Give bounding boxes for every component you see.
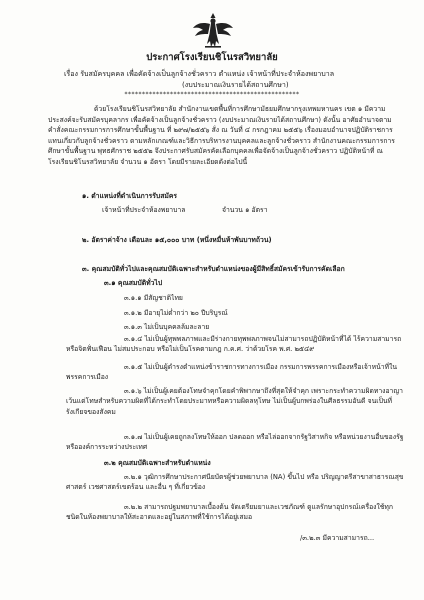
qualification-text: ๓.๑.๕ ไม่เป็นผู้ดำรงตำแหน่งข้าราชการทางการเมือง กรรมการพรรคการเมืองหรือเจ้าหน้าที่ในพรรคการเมือง — [66, 363, 398, 382]
announcement-subject — [64, 68, 394, 90]
section-3-1-heading: ๓.๑ คุณสมบัติทั่วไป — [104, 279, 163, 287]
continuation-note: /๓.๒.๓ มีความสามารถ... — [300, 534, 375, 542]
qualification-item: ๓.๑.๓ ไม่เป็นบุคคลล้มละลาย — [124, 323, 210, 331]
qualification-item: ๓.๑.๒ มีอายุไม่ต่ำกว่า ๒๐ ปีบริบูรณ์ — [124, 309, 228, 317]
subject-line-2: (งบประมาณเงินรายได้สถานศึกษา) — [182, 80, 289, 89]
qualification-item: ๓.๑.๑ มีสัญชาติไทย — [124, 294, 183, 302]
position-count: จำนวน ๑ อัตรา — [222, 206, 268, 214]
qualification-text: ๓.๑.๔ ไม่เป็นผู้ทุพพลภาพและมีร่างกายทุพพลภาพจนไม่สามารถปฏิบัติหน้าที่ได้ ไร้ความสามารถหรือจิตฟั่นเฟือน ไม่สมประกอบ หรือไม่เป็นโรคตามกฎ ก.ค.ศ. ว่าด้วยโรค พ.ศ. ๒๕๔๙ — [66, 335, 402, 354]
qualification-text: ๓.๒.๑ วุฒิการศึกษาประกาศนียบัตรผู้ช่วยพยาบาล (NA) ขึ้นไป หรือ ปริญญาตรีสาขาสาธารณสุขศาสตร์ เวชศาสตร์เขตร้อน และอื่น ๆ ที่เกี่ยวข้อง — [66, 473, 404, 492]
intro-paragraph — [48, 104, 398, 168]
subject-line: เรื่อง รับสมัครบุคคล เพื่อคัดจ้างเป็นลูกจ้างชั่วคราว ตำแหน่ง เจ้าหน้าที่ประจำห้องพยาบาล — [64, 69, 335, 78]
section-1-heading: ๑. ตำแหน่งที่ดำเนินการรับสมัคร — [82, 192, 178, 200]
position-name: เจ้าหน้าที่ประจำห้องพยาบาล — [102, 206, 186, 214]
announcement-title: ประกาศโรงเรียนชิโนรสวิทยาลัย — [146, 52, 278, 63]
qualification-item — [66, 432, 404, 453]
qualification-text: ๓.๑.๗ ไม่เป็นผู้เคยถูกลงโทษให้ออก ปลดออก หรือไล่ออกจากรัฐวิสาหกิจ หรือหน่วยงานอื่นของรัฐหรือองค์การระหว่างประเทศ — [66, 433, 404, 452]
qualification-item — [66, 334, 404, 355]
section-2-wage: ๒. อัตราค่าจ้าง เดือนละ ๑๕,๐๐๐ บาท (หนึ่งหมื่นห้าพันบาทถ้วน) — [82, 236, 272, 244]
garuda-emblem-icon — [191, 10, 235, 50]
section-3-heading: ๓. คุณสมบัติทั่วไปและคุณสมบัติเฉพาะสำหรับตำแหน่งของผู้มีสิทธิ์สมัครเข้ารับการคัดเลือก — [82, 265, 345, 273]
qualification-text: ๓.๑.๖ ไม่เป็นผู้เคยต้องโทษจำคุกโดยคำพิพากษาถึงที่สุดให้จำคุก เพราะกระทำความผิดทางอาญา เว้นแต่โทษสำหรับความผิดที่ได้กระทำโดยประมาทหรือความผิดลหุโทษ ไม่เป็นผู้บกพร่องในศีลธรรมอันดี จนเป็นที่รังเกียจของสังคม — [66, 387, 403, 416]
qualification-item — [66, 386, 404, 417]
qualification-text: ๓.๒.๒ สามารถปฐมพยาบาลเบื้องต้น จัดเตรียมยาและเวชภัณฑ์ ดูแลรักษาอุปกรณ์เครื่องใช้ทุกชนิดในห้องพยาบาลให้สะอาดและอยู่ในสภาพที่ใช้การได้อยู่เสมอ — [66, 503, 394, 522]
specific-qualification-item — [66, 502, 404, 523]
separator-line: ************************************************** — [124, 91, 300, 98]
specific-qualification-item — [66, 472, 404, 493]
qualification-item — [66, 362, 404, 383]
intro-text: ด้วยโรงเรียนชิโนรสวิทยาลัย สำนักงานเขตพื้นที่การศึกษามัธยมศึกษากรุงเทพมหานคร เขต ๑ มีความประสงค์จะรับสมัครบุคลากร เพื่อคัดจ้างเป็นลูกจ้างชั่วคราว (งบประมาณเงินรายได้สถานศึกษา) ดังนั้น อาศัยอำนาจตามคำสั่งคณะกรรมการการศึกษาขั้นพื้นฐาน ที่ ๒๙๗/๒๕๕๖ สั่ง ณ วันที่ ๔ กรกฎาคม ๒๕๕๖ เรื่องมอบอำนาจปฏิบัติราชการแทนเกี่ยวกับลูกจ้างชั่วคราว ตามหลักเกณฑ์และวิธีการบริหารงานบุคคลและลูกจ้างชั่วคราว สำนักงานคณะกรรมการการศึกษาขั้นพื้นฐาน พุทธศักราช ๒๕๕๒ จึงประกาศรับสมัครคัดเลือกบุคคลเพื่อจัดจ้างเป็นลูกจ้างชั่วคราว ปฏิบัติหน้าที่ ณ โรงเรียนชิโนรสวิทยาลัย จำนวน ๑ อัตรา โดยมีรายละเอียดดังต่อไปนี้ — [48, 105, 395, 166]
section-3-2-heading: ๓.๒ คุณสมบัติเฉพาะสำหรับตำแหน่ง — [104, 459, 211, 467]
